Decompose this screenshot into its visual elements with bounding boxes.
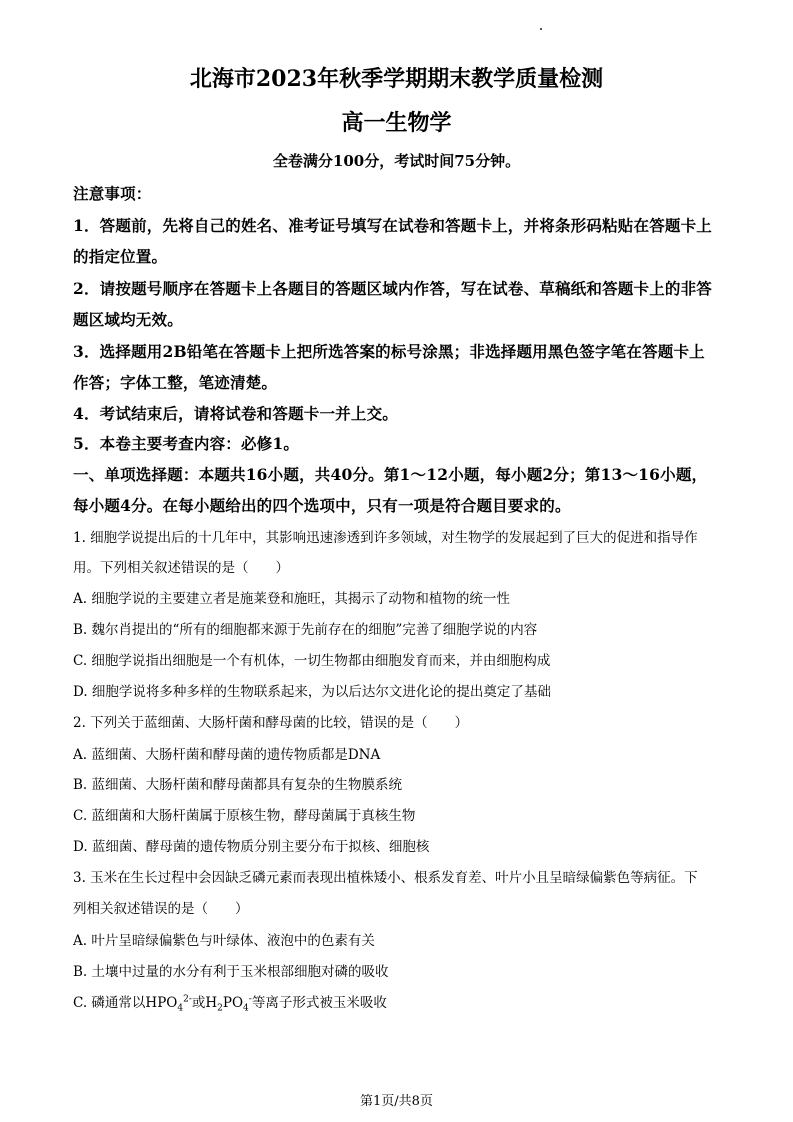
question-2-option-b: B. 蓝细菌、大肠杆菌和酵母菌都具有复杂的生物膜系统 <box>73 777 403 793</box>
question-2-stem: 2. 下列关于蓝细菌、大肠杆菌和酵母菌的比较，错误的是（ ） <box>73 715 469 731</box>
page-footer: 第1页/共8页 <box>360 1094 433 1109</box>
question-1-option-d: D. 细胞学说将多种多样的生物联系起来，为以后达尔文进化论的提出奠定了基础 <box>73 684 551 700</box>
option-c-text: 等离子形式被玉米吸收 <box>251 995 387 1011</box>
note-line: 2．请按题号顺序在答题卡上各题目的答题区域内作答，写在试卷、草稿纸和答题卡上的非答 <box>73 279 712 298</box>
superscript: 2- <box>183 994 192 1005</box>
option-c-text: C. 磷通常以HPO <box>73 995 178 1011</box>
note-line: 题区域均无效。 <box>73 310 183 329</box>
section-heading-cont: 每小题4分。在每小题给出的四个选项中，只有一项是符合题目要求的。 <box>73 496 571 515</box>
question-1-option-c: C. 细胞学说指出细胞是一个有机体，一切生物都由细胞发育而来，并由细胞构成 <box>73 653 551 669</box>
section-heading: 一、单项选择题：本题共16小题，共40分。第1～12小题，每小题2分；第13～16小题， <box>73 465 708 484</box>
question-1-option-a: A. 细胞学说的主要建立者是施莱登和施旺，其揭示了动物和植物的统一性 <box>73 591 510 607</box>
option-c-text: PO <box>222 995 244 1011</box>
subscript: 2 <box>217 1003 223 1011</box>
question-3-option-c <box>73 991 723 1011</box>
note-line: 作答；字体工整，笔迹清楚。 <box>73 373 278 392</box>
option-c-text: 或H <box>191 995 218 1011</box>
subscript: 4 <box>177 1003 184 1011</box>
question-2-option-c: C. 蓝细菌和大肠杆菌属于原核生物，酵母菌属于真核生物 <box>73 808 416 824</box>
question-3-stem: 3. 玉米在生长过程中会因缺乏磷元素而表现出植株矮小、根系发育差、叶片小且呈暗绿偏紫色等病征。下 <box>73 870 698 886</box>
question-3-option-b: B. 土壤中过量的水分有利于玉米根部细胞对磷的吸收 <box>73 964 389 980</box>
question-1-stem-cont: 用。下列相关叙述错误的是（ ） <box>73 560 289 576</box>
note-line: 1．答题前，先将自己的姓名、准考证号填写在试卷和答题卡上，并将条形码粘贴在答题卡上 <box>73 216 712 235</box>
note-line: 4．考试结束后，请将试卷和答题卡一并上交。 <box>73 404 398 423</box>
question-2-option-d: D. 蓝细菌、酵母菌的遗传物质分别主要分布于拟核、细胞核 <box>73 839 430 855</box>
exam-subject: 高一生物学 <box>341 110 452 136</box>
note-line: 5．本卷主要考查内容：必修1。 <box>73 434 300 453</box>
question-2-option-a: A. 蓝细菌、大肠杆菌和酵母菌的遗传物质都是DNA <box>73 747 381 763</box>
notes-heading: 注意事项： <box>73 184 152 203</box>
scan-speck <box>540 28 542 30</box>
question-1-stem: 1. 细胞学说提出后的十几年中，其影响迅速渗透到许多领域，对生物学的发展起到了巨大的促进和指导作 <box>73 530 698 546</box>
note-line: 3．选择题用2B铅笔在答题卡上把所选答案的标号涂黑；非选择题用黑色签字笔在答题卡上 <box>73 342 705 361</box>
exam-title: 北海市2023年秋季学期期末教学质量检测 <box>189 66 604 92</box>
exam-info: 全卷满分100分，考试时间75分钟。 <box>272 152 521 170</box>
question-3-stem-cont: 列相关叙述错误的是（ ） <box>73 901 249 917</box>
superscript: - <box>248 994 252 1005</box>
question-3-option-a: A. 叶片呈暗绿偏紫色与叶绿体、液泡中的色素有关 <box>73 933 375 949</box>
question-1-option-b: B. 魏尔肖提出的“所有的细胞都来源于先前存在的细胞”完善了细胞学说的内容 <box>73 622 538 638</box>
subscript: 4 <box>243 1003 249 1011</box>
note-line: 的指定位置。 <box>73 247 168 266</box>
